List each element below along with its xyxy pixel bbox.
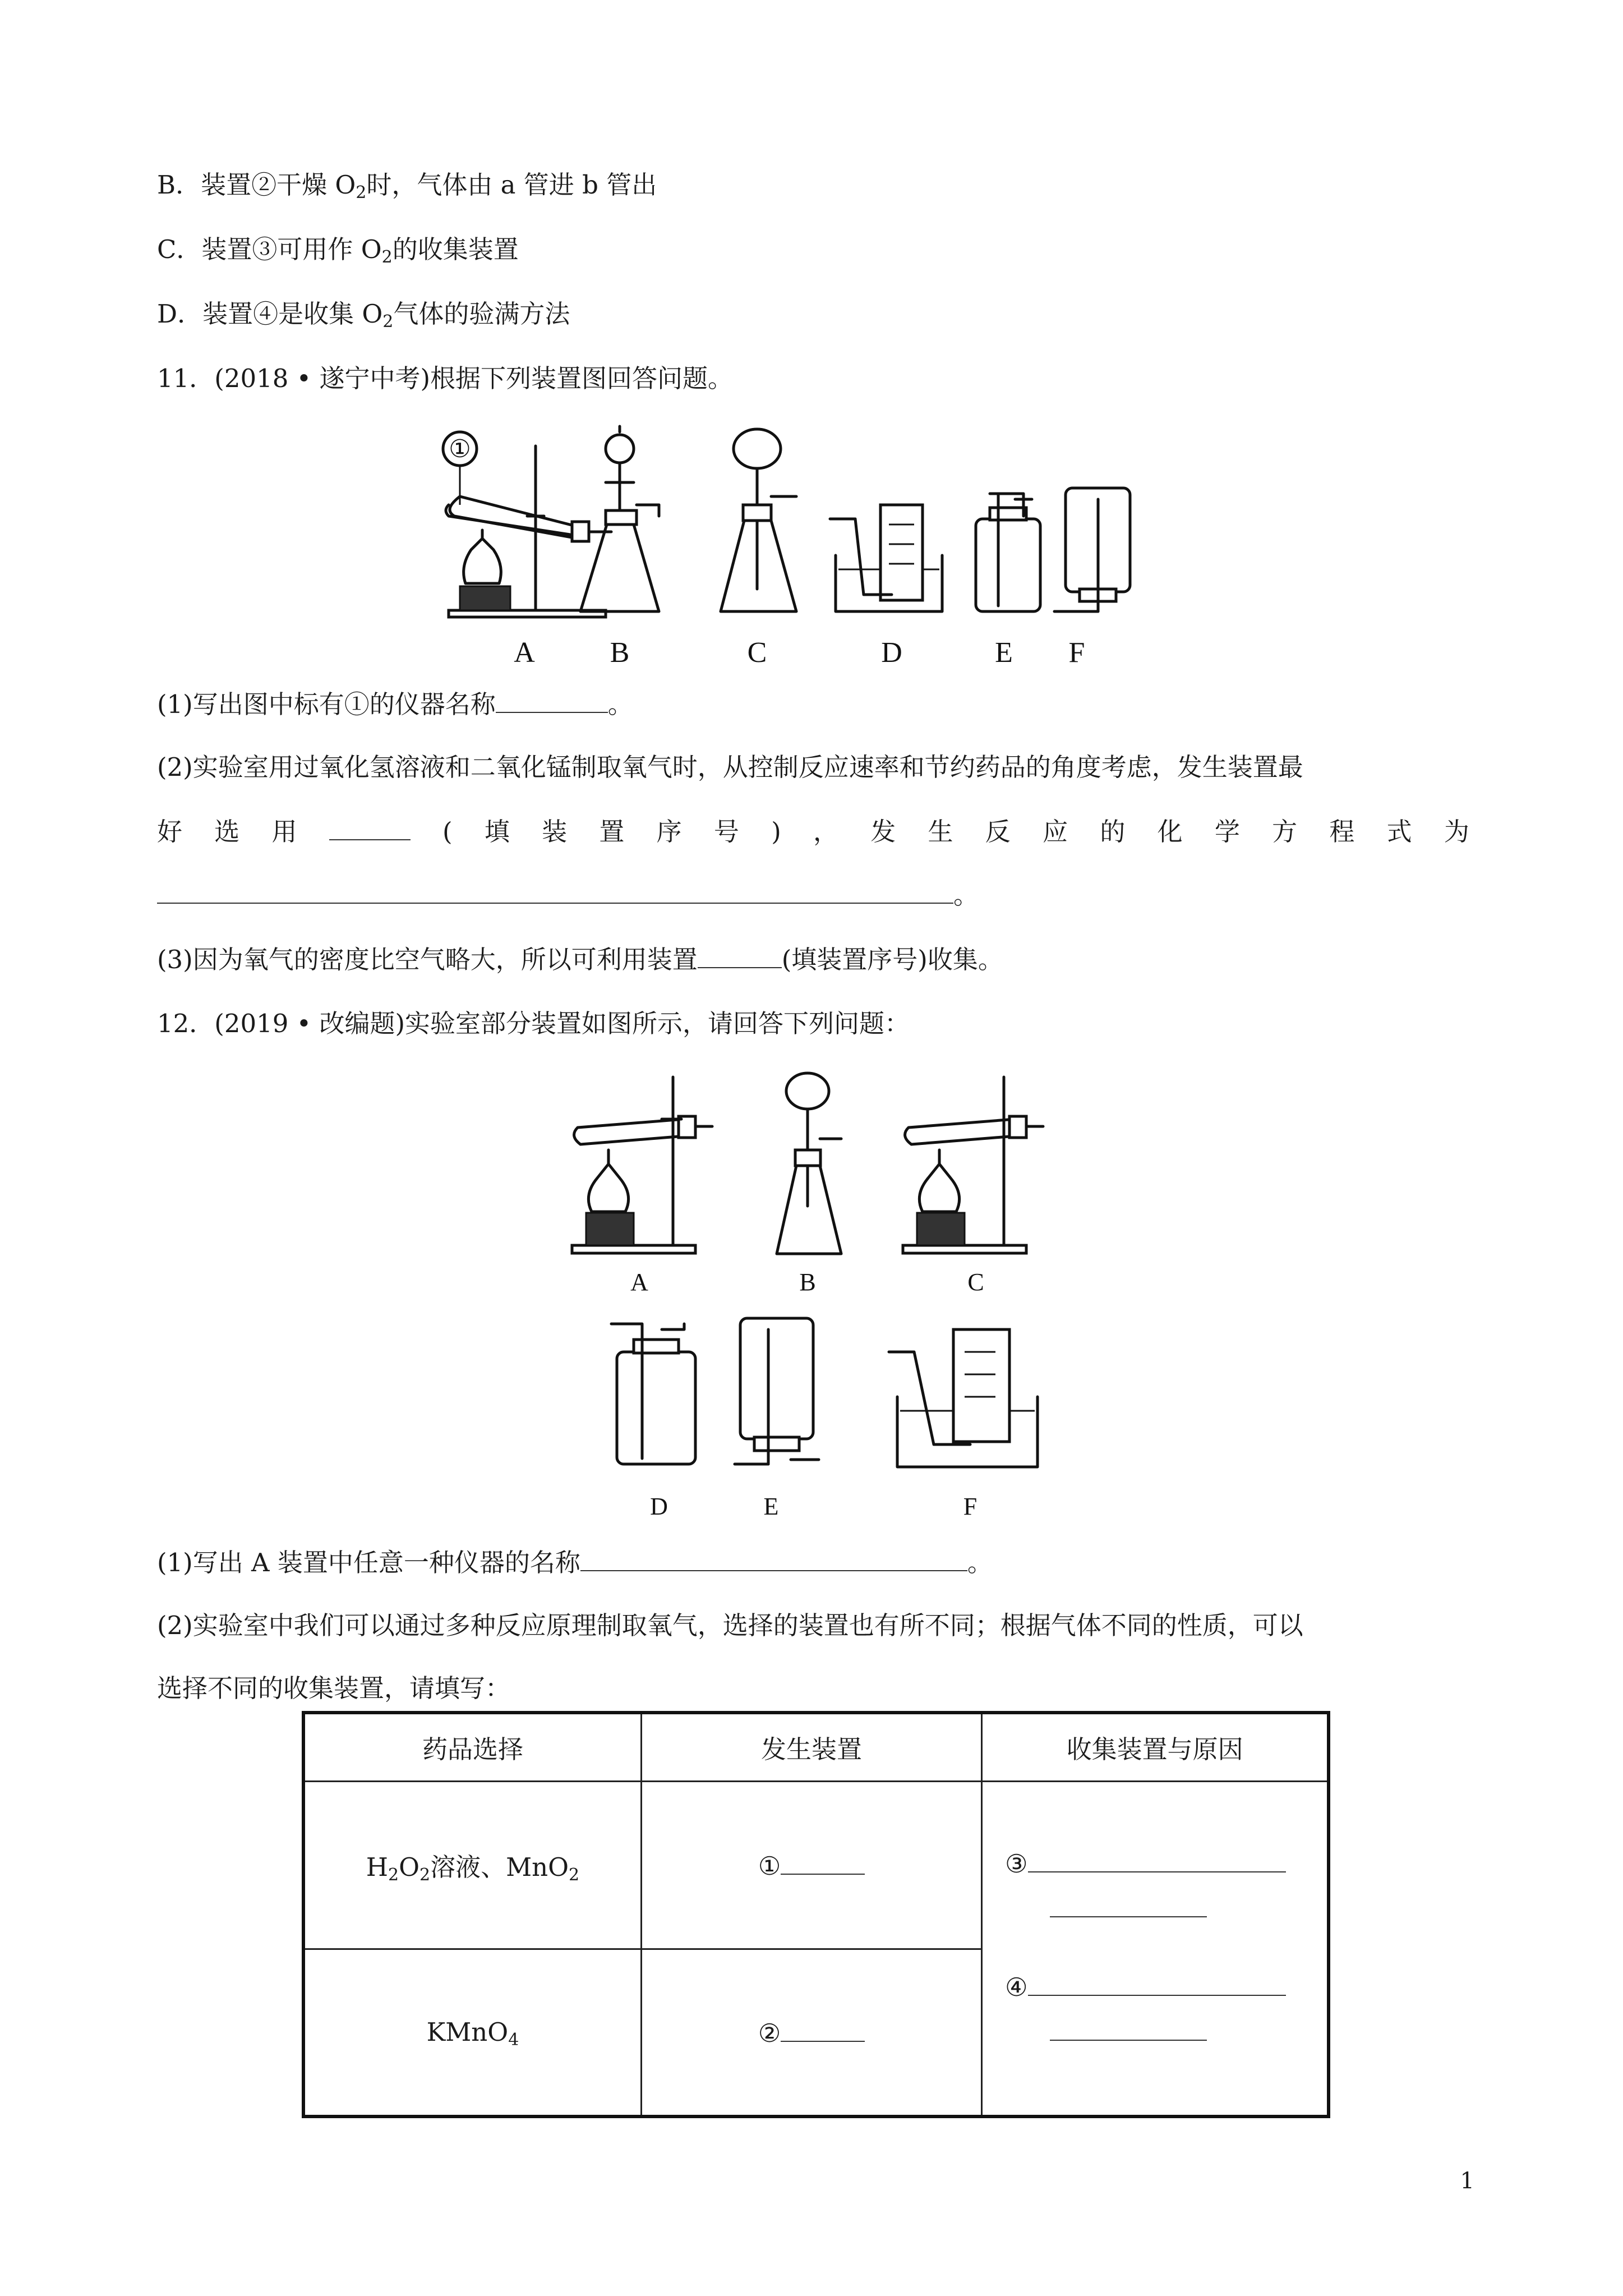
q11-apparatus-a: [443, 432, 611, 668]
q11-apparatus-e: [976, 494, 1040, 668]
q11-p2-char: 装: [542, 817, 568, 846]
q11-p2-char: 置: [599, 817, 625, 846]
option-d-text: D．装置④是收集 O: [157, 299, 383, 329]
q11-p2-char: 生: [928, 817, 953, 846]
collection-answer-4: [1005, 1965, 1326, 2010]
q12-apparatus-e: [735, 1318, 819, 1520]
q12-figure-bottom: [600, 1313, 1066, 1526]
q11-p2-char: ): [771, 817, 781, 846]
q11-p2-char: 选: [214, 817, 240, 846]
q11-p2-char: 的: [1100, 817, 1126, 846]
q12-label-a: A: [630, 1268, 648, 1296]
q11-label-e: E: [995, 637, 1013, 668]
q11-part2-line2: [157, 815, 1469, 849]
q11-part1-blank[interactable]: [496, 687, 608, 713]
q11-p2-char: 程: [1329, 817, 1355, 846]
q11-p2-char: 反: [985, 817, 1011, 846]
q12-part2-line2: 选择不同的收集装置，请填写：: [157, 1673, 511, 1703]
q11-apparatus-c: [721, 429, 796, 668]
q11-label-b: B: [610, 637, 630, 668]
q12-label-e: E: [763, 1493, 779, 1520]
q12-part1-blank[interactable]: [580, 1545, 967, 1571]
blank-marker-3: ③: [1005, 1849, 1028, 1879]
q11-p2-char: ，: [813, 817, 839, 846]
option-c-text: C．装置③可用作 O: [157, 234, 382, 264]
q11-part3: [157, 942, 1003, 977]
q12-apparatus-a: [572, 1077, 712, 1296]
q11-p2-char: 式: [1386, 817, 1412, 846]
q11-marker-text: ①: [449, 435, 471, 463]
reagent-1-sub: 2: [569, 1865, 580, 1885]
collection-blank-3a[interactable]: [1028, 1847, 1286, 1872]
option-c-sub: 2: [381, 247, 393, 267]
q12-apparatus-b: [777, 1073, 841, 1296]
option-b-rest: 时，气体由 a 管进 b 管出: [366, 170, 657, 200]
table-header-row: [303, 1713, 1329, 1781]
table-cell-collection: [982, 1781, 1329, 2116]
q12-figure-top: [561, 1066, 1066, 1301]
collection-answer-4-cont: [1005, 2010, 1326, 2055]
q11-apparatus-b: [580, 426, 659, 668]
q11-apparatus-drawing: [437, 421, 1211, 668]
answer-table: [302, 1711, 1330, 2118]
q11-part3-text: (3)因为氧气的密度比空气略大，所以可利用装置: [157, 945, 698, 974]
q11-p2-char: 号: [713, 817, 739, 846]
q12-label-c: C: [967, 1268, 984, 1296]
reagent-1-sub: 2: [419, 1865, 431, 1885]
reagent-1-part: H: [366, 1852, 388, 1882]
table-cell-generator-2: [641, 1949, 981, 2116]
q11-apparatus-f: [1054, 488, 1130, 668]
q12-label-f: F: [963, 1493, 978, 1520]
q12-title: 12．(2019 • 改编题)实验室部分装置如图所示，请回答下列问题：: [157, 1009, 910, 1038]
reagent-1-sub: 2: [388, 1865, 399, 1885]
q11-p2-char: 应: [1043, 817, 1068, 846]
q11-part2-line1: (2)实验室用过氧化氢溶液和二氧化锰制取氧气时，从控制反应速率和节约药品的角度考虑，发生装置最: [157, 752, 1303, 782]
q11-label-d: D: [881, 637, 902, 668]
q11-title: 11．(2018 • 遂宁中考)根据下列装置图回答问题。: [157, 364, 734, 393]
option-c: [157, 233, 519, 266]
q11-p2-char: (: [442, 817, 453, 846]
table-cell-reagent-1: [303, 1781, 641, 1949]
q12-apparatus-bottom-drawing: [600, 1313, 1066, 1526]
q11-p2-char: 发: [870, 817, 896, 846]
q11-p2-char: 用: [271, 817, 297, 846]
table-header-generator: 发生装置: [641, 1713, 981, 1781]
q11-p2-char: 方: [1272, 817, 1298, 846]
q12-apparatus-d: [611, 1324, 695, 1520]
q12-part1: [157, 1545, 993, 1580]
option-c-rest: 的收集装置: [392, 234, 519, 264]
q11-p2-char: 好: [157, 817, 183, 846]
q11-part2-blank-equation[interactable]: [157, 878, 953, 904]
q11-part3-end: (填装置序号)收集。: [781, 945, 1003, 974]
q12-label-b: B: [799, 1268, 816, 1296]
collection-answer-3: [1005, 1842, 1326, 1887]
collection-blank-3b[interactable]: [1050, 1892, 1207, 1917]
option-b: [157, 168, 657, 202]
q12-label-d: D: [650, 1493, 668, 1520]
q12-apparatus-c: [903, 1077, 1043, 1296]
collection-answer-3-cont: [1005, 1887, 1326, 1931]
q11-apparatus-d: [830, 505, 942, 668]
q11-p2-char: 序: [656, 817, 682, 846]
collection-blank-4b[interactable]: [1050, 2015, 1207, 2041]
reagent-2-part: KMnO: [426, 2017, 509, 2047]
q11-p2-char: 化: [1157, 817, 1183, 846]
q11-label-f: F: [1068, 637, 1085, 668]
option-d-sub: 2: [382, 312, 394, 332]
q12-apparatus-top-drawing: [561, 1066, 1066, 1301]
q11-label-a: A: [514, 637, 535, 668]
table-header-collection: 收集装置与原因: [982, 1713, 1329, 1781]
generator-blank-2[interactable]: [781, 2016, 865, 2042]
option-b-text: B．装置②干燥 O: [157, 170, 356, 200]
q11-p2-char: 为: [1444, 817, 1469, 846]
q11-p2-char: 学: [1214, 817, 1240, 846]
table-cell-reagent-2: [303, 1949, 641, 2116]
collection-blank-4a[interactable]: [1028, 1970, 1286, 1996]
reagent-1-part: 溶液、MnO: [430, 1852, 569, 1882]
q11-part1: [157, 687, 633, 721]
q11-figure: [437, 421, 1211, 668]
blank-marker-2: ②: [758, 2018, 781, 2049]
reagent-2-sub: 4: [508, 2030, 519, 2050]
table-row: [303, 1781, 1329, 1949]
q11-part3-blank[interactable]: [698, 942, 782, 968]
q11-part2-blank-device[interactable]: [329, 815, 411, 840]
page-number: 1: [1460, 2168, 1474, 2194]
option-d-rest: 气体的验满方法: [393, 299, 570, 329]
q11-p2-char: 填: [484, 817, 510, 846]
q12-part1-text: (1)写出 A 装置中任意一种仪器的名称: [157, 1548, 580, 1577]
option-d: [157, 297, 570, 331]
q12-apparatus-f: [889, 1329, 1038, 1520]
generator-blank-1[interactable]: [781, 1849, 865, 1875]
q11-part2-line3: [157, 878, 979, 912]
q11-part2-end: 。: [953, 880, 979, 910]
table-cell-generator-1: [641, 1781, 981, 1949]
q11-part1-text: (1)写出图中标有①的仪器名称: [157, 689, 496, 719]
blank-marker-1: ①: [758, 1851, 781, 1881]
blank-marker-4: ④: [1005, 1972, 1028, 2003]
reagent-1-part: O: [399, 1852, 419, 1882]
q11-label-c: C: [747, 637, 767, 668]
q12-part2-line1: (2)实验室中我们可以通过多种反应原理制取氧气，选择的装置也有所不同；根据气体不同的性质，可以: [157, 1611, 1303, 1640]
option-b-sub: 2: [356, 183, 367, 203]
q12-part1-end: 。: [967, 1548, 993, 1577]
table-header-reagent: 药品选择: [303, 1713, 641, 1781]
q11-part1-end: 。: [607, 689, 633, 719]
